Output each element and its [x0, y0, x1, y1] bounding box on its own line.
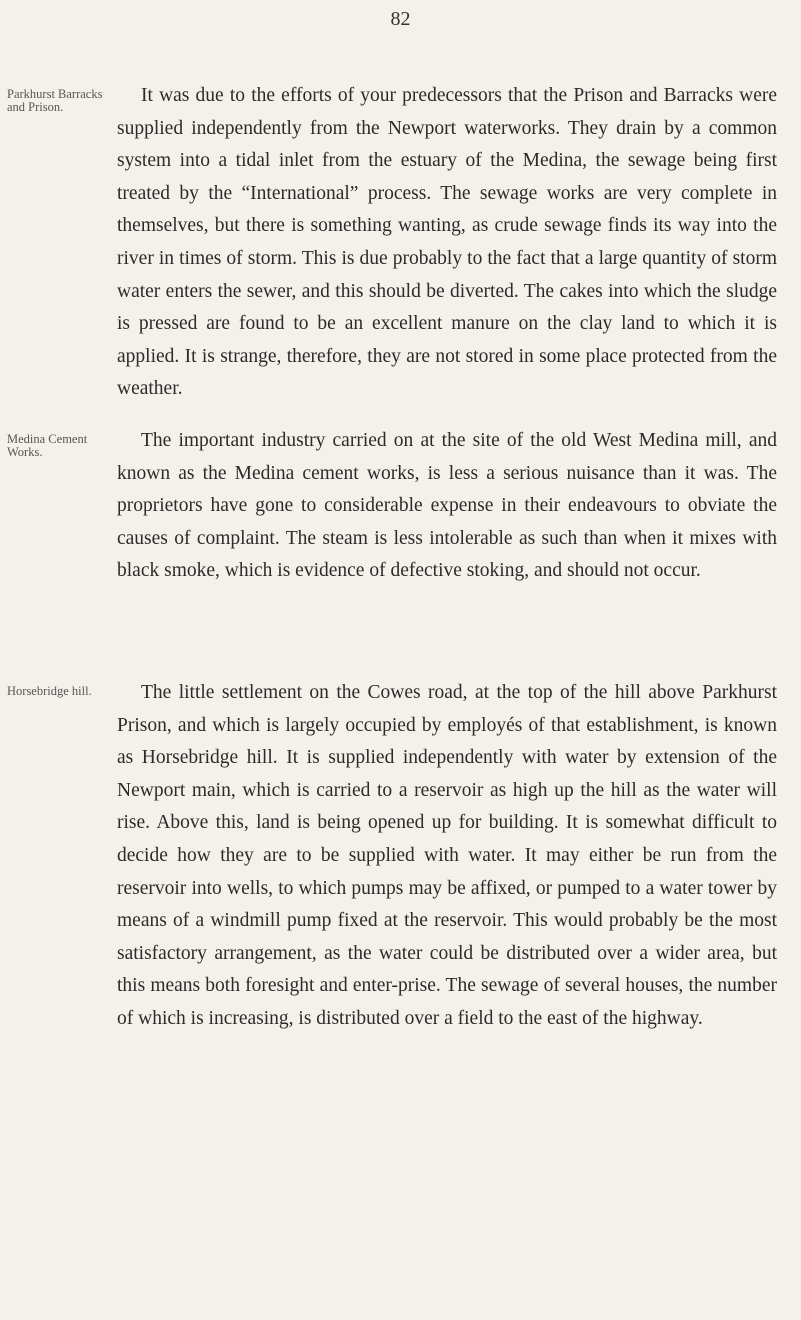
paragraph-medina-cement: The important industry carried on at the site of the old West Medina mill, and known as the Medina cement works, is less a serious nuisance than it was. The proprietors have gone to considerable expense in their endeavours to obviate the causes of complaint. The steam is less intolerable as such than when it mixes with black smoke, which is evidence of defective stoking, and should not occur.	[117, 430, 777, 582]
paragraph-parkhurst: It was due to the efforts of your predecessors that the Prison and Barracks were supplied independently from the Newport waterworks. They drain by a common system into a tidal inlet from the estuary of the Medina, the sewage being first treated by the “International” process. The sewage works are very complete in themselves, but there is something wanting, as crude sewage finds its way into the river in times of storm. This is due probably to the fact that a large quantity of storm water enters the sewer, and this should be diverted. The cakes into which the sludge is pressed are found to be an excellent manure on the clay land to which it is applied. It is strange, therefore, they are not stored in some place protected from the weather.	[117, 85, 777, 400]
paragraph-horsebridge: The little settlement on the Cowes road, at the top of the hill above Parkhurst Prison, and which is largely occupied by employés of that establishment, is known as Horsebridge hill. It is supplied independently with water by extension of the Newport main, which is carried to a reservoir as high up the hill as the water will rise. Above this, land is being opened up for building. It is somewhat difficult to decide how they are to be supplied with water. It may either be run from the reservoir into wells, to which pumps may be affixed, or pumped to a water tower by means of a windmill pump fixed at the reservoir. This would probably be the most satisfactory arrangement, as the water could be distributed over a wider area, but this means both foresight and enter-prise. The sewage of several houses, the number of which is increasing, is distributed over a field to the east of the highway.	[117, 682, 777, 1029]
margin-note-parkhurst: Parkhurst Barracks and Prison.	[7, 87, 103, 114]
margin-note-horsebridge: Horsebridge hill.	[7, 684, 92, 698]
page-number: 82	[390, 8, 411, 30]
margin-note-medina-cement: Medina Cement Works.	[7, 432, 88, 459]
